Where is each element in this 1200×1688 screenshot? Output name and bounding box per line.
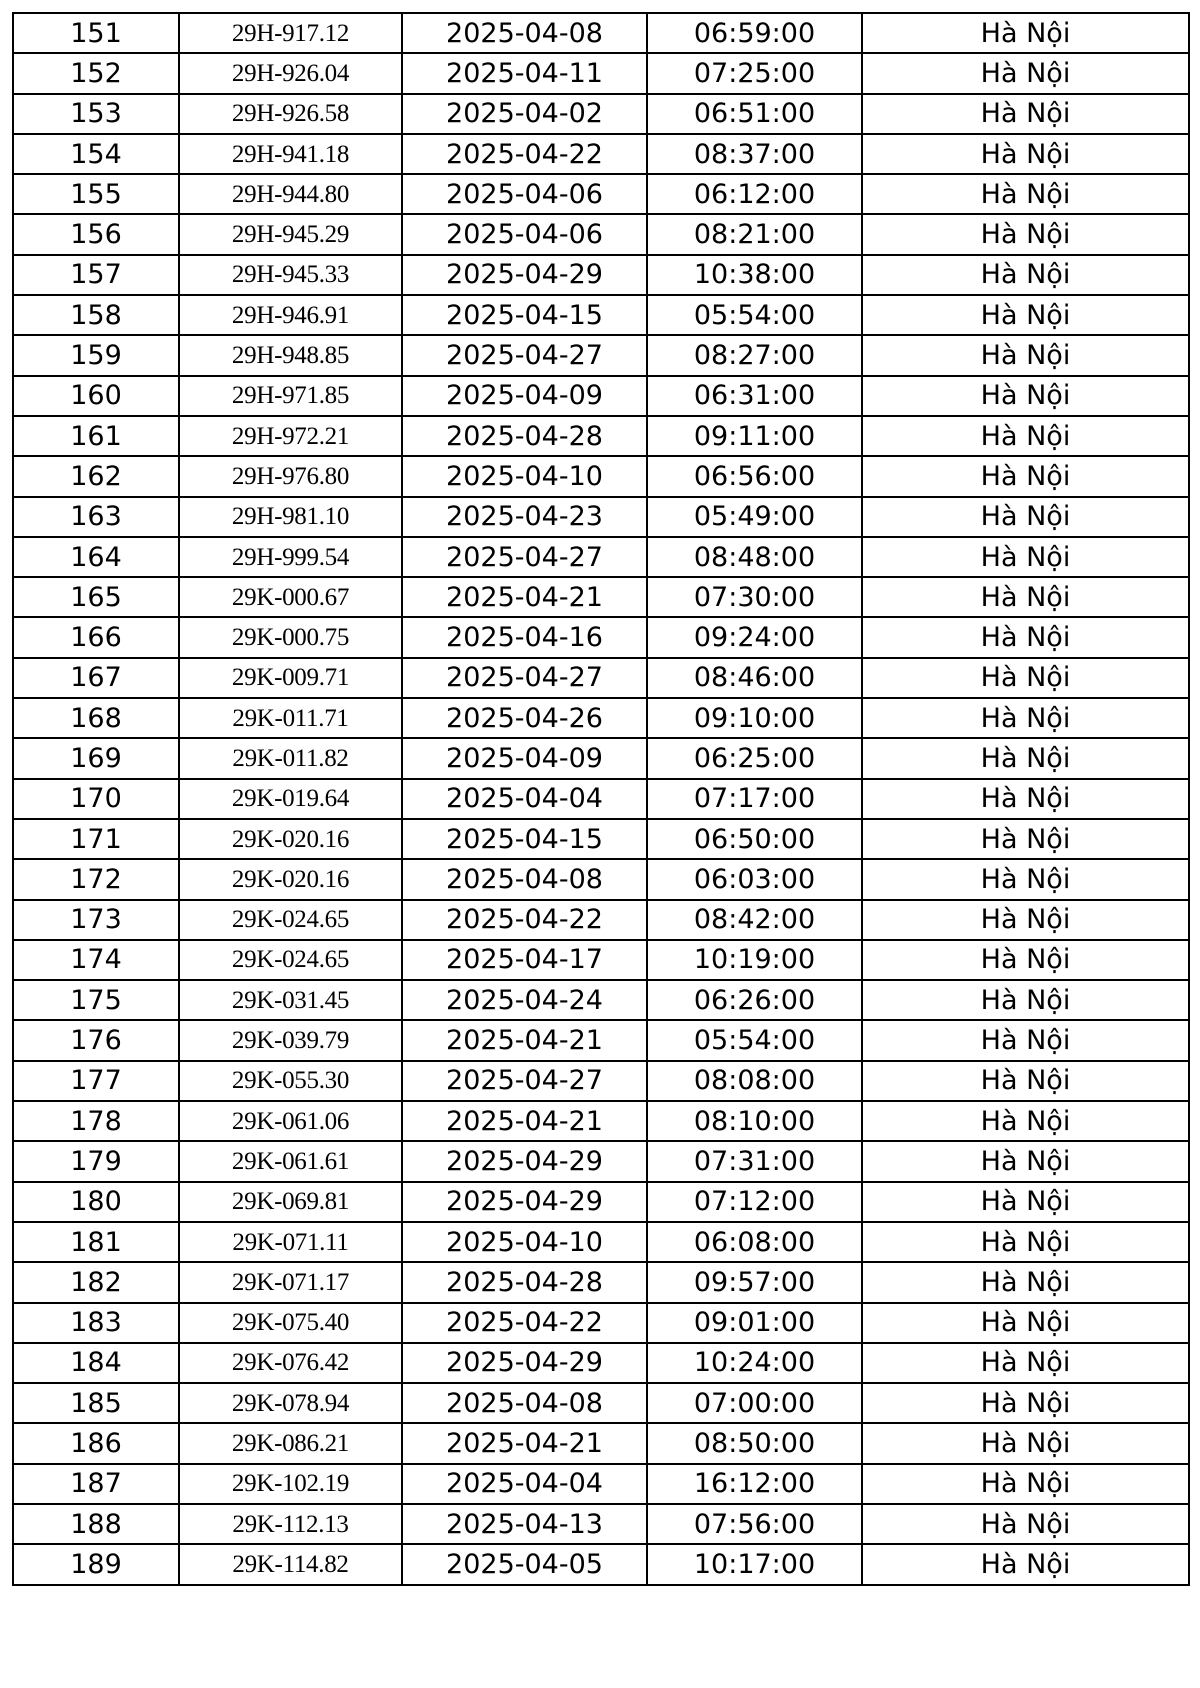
time-cell: 07:17:00 (647, 779, 862, 819)
license-plate-cell: 29K-020.16 (179, 859, 402, 899)
time-cell: 09:24:00 (647, 617, 862, 657)
time-cell: 08:46:00 (647, 658, 862, 698)
violations-table (12, 12, 1190, 1586)
location-cell: Hà Nội (862, 1464, 1189, 1504)
license-plate-cell: 29K-112.13 (179, 1504, 402, 1544)
row-number-cell: 160 (13, 376, 179, 416)
date-cell: 2025-04-22 (402, 134, 647, 174)
row-number-cell: 172 (13, 859, 179, 899)
row-number-cell: 176 (13, 1020, 179, 1060)
location-cell: Hà Nội (862, 658, 1189, 698)
row-number-cell: 184 (13, 1343, 179, 1383)
table-row (13, 859, 1189, 899)
table-row (13, 900, 1189, 940)
date-cell: 2025-04-26 (402, 698, 647, 738)
time-cell: 08:27:00 (647, 335, 862, 375)
location-cell: Hà Nội (862, 1101, 1189, 1141)
row-number-cell: 185 (13, 1383, 179, 1423)
row-number-cell: 174 (13, 940, 179, 980)
license-plate-cell: 29K-011.71 (179, 698, 402, 738)
table-row (13, 456, 1189, 496)
license-plate-cell: 29K-075.40 (179, 1303, 402, 1343)
time-cell: 09:10:00 (647, 698, 862, 738)
location-cell: Hà Nội (862, 1262, 1189, 1302)
date-cell: 2025-04-04 (402, 779, 647, 819)
row-number-cell: 181 (13, 1222, 179, 1262)
license-plate-cell: 29H-971.85 (179, 376, 402, 416)
license-plate-cell: 29H-999.54 (179, 537, 402, 577)
row-number-cell: 167 (13, 658, 179, 698)
license-plate-cell: 29K-024.65 (179, 940, 402, 980)
time-cell: 06:26:00 (647, 980, 862, 1020)
date-cell: 2025-04-21 (402, 1423, 647, 1463)
table-row (13, 1222, 1189, 1262)
license-plate-cell: 29K-078.94 (179, 1383, 402, 1423)
table-row (13, 940, 1189, 980)
location-cell: Hà Nội (862, 859, 1189, 899)
license-plate-cell: 29K-102.19 (179, 1464, 402, 1504)
license-plate-cell: 29K-031.45 (179, 980, 402, 1020)
time-cell: 06:50:00 (647, 819, 862, 859)
date-cell: 2025-04-21 (402, 577, 647, 617)
time-cell: 06:25:00 (647, 738, 862, 778)
row-number-cell: 162 (13, 456, 179, 496)
time-cell: 10:24:00 (647, 1343, 862, 1383)
license-plate-cell: 29H-926.04 (179, 53, 402, 93)
time-cell: 09:11:00 (647, 416, 862, 456)
row-number-cell: 157 (13, 255, 179, 295)
row-number-cell: 175 (13, 980, 179, 1020)
row-number-cell: 152 (13, 53, 179, 93)
date-cell: 2025-04-23 (402, 497, 647, 537)
table-row (13, 1141, 1189, 1181)
row-number-cell: 168 (13, 698, 179, 738)
row-number-cell: 188 (13, 1504, 179, 1544)
time-cell: 08:50:00 (647, 1423, 862, 1463)
location-cell: Hà Nội (862, 134, 1189, 174)
location-cell: Hà Nội (862, 1061, 1189, 1101)
location-cell: Hà Nội (862, 1343, 1189, 1383)
time-cell: 07:12:00 (647, 1182, 862, 1222)
table-row (13, 1101, 1189, 1141)
location-cell: Hà Nội (862, 416, 1189, 456)
table-row (13, 53, 1189, 93)
date-cell: 2025-04-24 (402, 980, 647, 1020)
row-number-cell: 183 (13, 1303, 179, 1343)
date-cell: 2025-04-28 (402, 1262, 647, 1302)
location-cell: Hà Nội (862, 537, 1189, 577)
row-number-cell: 182 (13, 1262, 179, 1302)
row-number-cell: 151 (13, 13, 179, 53)
time-cell: 09:01:00 (647, 1303, 862, 1343)
time-cell: 07:31:00 (647, 1141, 862, 1181)
location-cell: Hà Nội (862, 295, 1189, 335)
row-number-cell: 189 (13, 1544, 179, 1584)
table-row (13, 779, 1189, 819)
date-cell: 2025-04-04 (402, 1464, 647, 1504)
date-cell: 2025-04-16 (402, 617, 647, 657)
row-number-cell: 179 (13, 1141, 179, 1181)
row-number-cell: 186 (13, 1423, 179, 1463)
date-cell: 2025-04-06 (402, 214, 647, 254)
license-plate-cell: 29H-944.80 (179, 174, 402, 214)
license-plate-cell: 29H-948.85 (179, 335, 402, 375)
table-row (13, 416, 1189, 456)
date-cell: 2025-04-15 (402, 819, 647, 859)
time-cell: 16:12:00 (647, 1464, 862, 1504)
location-cell: Hà Nội (862, 617, 1189, 657)
table-row (13, 13, 1189, 53)
date-cell: 2025-04-15 (402, 295, 647, 335)
location-cell: Hà Nội (862, 1544, 1189, 1584)
time-cell: 10:38:00 (647, 255, 862, 295)
location-cell: Hà Nội (862, 13, 1189, 53)
time-cell: 07:56:00 (647, 1504, 862, 1544)
license-plate-cell: 29H-917.12 (179, 13, 402, 53)
table-row (13, 497, 1189, 537)
license-plate-cell: 29K-020.16 (179, 819, 402, 859)
table-row (13, 738, 1189, 778)
location-cell: Hà Nội (862, 1020, 1189, 1060)
location-cell: Hà Nội (862, 1141, 1189, 1181)
license-plate-cell: 29K-086.21 (179, 1423, 402, 1463)
row-number-cell: 177 (13, 1061, 179, 1101)
license-plate-cell: 29K-009.71 (179, 658, 402, 698)
date-cell: 2025-04-05 (402, 1544, 647, 1584)
table-row (13, 537, 1189, 577)
location-cell: Hà Nội (862, 335, 1189, 375)
date-cell: 2025-04-08 (402, 13, 647, 53)
row-number-cell: 171 (13, 819, 179, 859)
table-row (13, 295, 1189, 335)
time-cell: 06:08:00 (647, 1222, 862, 1262)
table-row (13, 980, 1189, 1020)
date-cell: 2025-04-29 (402, 1343, 647, 1383)
date-cell: 2025-04-22 (402, 1303, 647, 1343)
location-cell: Hà Nội (862, 779, 1189, 819)
license-plate-cell: 29H-976.80 (179, 456, 402, 496)
time-cell: 05:54:00 (647, 295, 862, 335)
time-cell: 06:12:00 (647, 174, 862, 214)
license-plate-cell: 29K-019.64 (179, 779, 402, 819)
time-cell: 06:31:00 (647, 376, 862, 416)
date-cell: 2025-04-02 (402, 94, 647, 134)
table-row (13, 1464, 1189, 1504)
table-row (13, 819, 1189, 859)
date-cell: 2025-04-17 (402, 940, 647, 980)
table-row (13, 1383, 1189, 1423)
table-row (13, 255, 1189, 295)
date-cell: 2025-04-27 (402, 335, 647, 375)
location-cell: Hà Nội (862, 255, 1189, 295)
table-row (13, 376, 1189, 416)
time-cell: 07:30:00 (647, 577, 862, 617)
date-cell: 2025-04-29 (402, 1141, 647, 1181)
row-number-cell: 165 (13, 577, 179, 617)
license-plate-cell: 29K-000.67 (179, 577, 402, 617)
license-plate-cell: 29K-024.65 (179, 900, 402, 940)
time-cell: 08:08:00 (647, 1061, 862, 1101)
table-row (13, 1504, 1189, 1544)
license-plate-cell: 29K-071.11 (179, 1222, 402, 1262)
table-row (13, 335, 1189, 375)
row-number-cell: 161 (13, 416, 179, 456)
time-cell: 05:49:00 (647, 497, 862, 537)
location-cell: Hà Nội (862, 456, 1189, 496)
time-cell: 08:42:00 (647, 900, 862, 940)
location-cell: Hà Nội (862, 53, 1189, 93)
location-cell: Hà Nội (862, 497, 1189, 537)
location-cell: Hà Nội (862, 214, 1189, 254)
time-cell: 08:37:00 (647, 134, 862, 174)
date-cell: 2025-04-21 (402, 1020, 647, 1060)
date-cell: 2025-04-29 (402, 255, 647, 295)
table-body (13, 13, 1189, 1585)
license-plate-cell: 29H-981.10 (179, 497, 402, 537)
location-cell: Hà Nội (862, 577, 1189, 617)
date-cell: 2025-04-09 (402, 738, 647, 778)
table-row (13, 1303, 1189, 1343)
date-cell: 2025-04-13 (402, 1504, 647, 1544)
time-cell: 10:19:00 (647, 940, 862, 980)
time-cell: 06:56:00 (647, 456, 862, 496)
date-cell: 2025-04-10 (402, 1222, 647, 1262)
row-number-cell: 155 (13, 174, 179, 214)
row-number-cell: 159 (13, 335, 179, 375)
row-number-cell: 156 (13, 214, 179, 254)
date-cell: 2025-04-06 (402, 174, 647, 214)
location-cell: Hà Nội (862, 1423, 1189, 1463)
license-plate-cell: 29K-061.06 (179, 1101, 402, 1141)
time-cell: 05:54:00 (647, 1020, 862, 1060)
row-number-cell: 164 (13, 537, 179, 577)
row-number-cell: 170 (13, 779, 179, 819)
row-number-cell: 187 (13, 1464, 179, 1504)
location-cell: Hà Nội (862, 1303, 1189, 1343)
license-plate-cell: 29K-071.17 (179, 1262, 402, 1302)
time-cell: 07:00:00 (647, 1383, 862, 1423)
license-plate-cell: 29K-011.82 (179, 738, 402, 778)
location-cell: Hà Nội (862, 376, 1189, 416)
license-plate-cell: 29H-941.18 (179, 134, 402, 174)
location-cell: Hà Nội (862, 1504, 1189, 1544)
table-row (13, 658, 1189, 698)
row-number-cell: 158 (13, 295, 179, 335)
row-number-cell: 153 (13, 94, 179, 134)
date-cell: 2025-04-29 (402, 1182, 647, 1222)
location-cell: Hà Nội (862, 1222, 1189, 1262)
row-number-cell: 154 (13, 134, 179, 174)
time-cell: 08:21:00 (647, 214, 862, 254)
table-row (13, 1061, 1189, 1101)
table-row (13, 1423, 1189, 1463)
time-cell: 06:59:00 (647, 13, 862, 53)
table-row (13, 1182, 1189, 1222)
location-cell: Hà Nội (862, 980, 1189, 1020)
table-row (13, 617, 1189, 657)
location-cell: Hà Nội (862, 819, 1189, 859)
table-row (13, 1343, 1189, 1383)
time-cell: 09:57:00 (647, 1262, 862, 1302)
date-cell: 2025-04-27 (402, 1061, 647, 1101)
date-cell: 2025-04-27 (402, 537, 647, 577)
license-plate-cell: 29K-114.82 (179, 1544, 402, 1584)
table-row (13, 698, 1189, 738)
license-plate-cell: 29H-946.91 (179, 295, 402, 335)
date-cell: 2025-04-09 (402, 376, 647, 416)
license-plate-cell: 29K-076.42 (179, 1343, 402, 1383)
table-row (13, 1020, 1189, 1060)
table-row (13, 214, 1189, 254)
time-cell: 07:25:00 (647, 53, 862, 93)
time-cell: 06:03:00 (647, 859, 862, 899)
location-cell: Hà Nội (862, 698, 1189, 738)
license-plate-cell: 29K-000.75 (179, 617, 402, 657)
table-row (13, 1262, 1189, 1302)
table-row (13, 1544, 1189, 1584)
time-cell: 06:51:00 (647, 94, 862, 134)
location-cell: Hà Nội (862, 1182, 1189, 1222)
table-row (13, 134, 1189, 174)
location-cell: Hà Nội (862, 94, 1189, 134)
license-plate-cell: 29K-061.61 (179, 1141, 402, 1181)
table-row (13, 577, 1189, 617)
date-cell: 2025-04-21 (402, 1101, 647, 1141)
date-cell: 2025-04-11 (402, 53, 647, 93)
license-plate-cell: 29H-926.58 (179, 94, 402, 134)
location-cell: Hà Nội (862, 900, 1189, 940)
license-plate-cell: 29H-972.21 (179, 416, 402, 456)
date-cell: 2025-04-08 (402, 859, 647, 899)
license-plate-cell: 29K-039.79 (179, 1020, 402, 1060)
date-cell: 2025-04-08 (402, 1383, 647, 1423)
row-number-cell: 166 (13, 617, 179, 657)
time-cell: 08:48:00 (647, 537, 862, 577)
row-number-cell: 163 (13, 497, 179, 537)
location-cell: Hà Nội (862, 174, 1189, 214)
location-cell: Hà Nội (862, 940, 1189, 980)
date-cell: 2025-04-22 (402, 900, 647, 940)
location-cell: Hà Nội (862, 1383, 1189, 1423)
license-plate-cell: 29H-945.33 (179, 255, 402, 295)
license-plate-cell: 29H-945.29 (179, 214, 402, 254)
license-plate-cell: 29K-055.30 (179, 1061, 402, 1101)
license-plate-cell: 29K-069.81 (179, 1182, 402, 1222)
time-cell: 10:17:00 (647, 1544, 862, 1584)
row-number-cell: 180 (13, 1182, 179, 1222)
date-cell: 2025-04-10 (402, 456, 647, 496)
row-number-cell: 173 (13, 900, 179, 940)
row-number-cell: 178 (13, 1101, 179, 1141)
date-cell: 2025-04-27 (402, 658, 647, 698)
time-cell: 08:10:00 (647, 1101, 862, 1141)
date-cell: 2025-04-28 (402, 416, 647, 456)
row-number-cell: 169 (13, 738, 179, 778)
table-row (13, 94, 1189, 134)
location-cell: Hà Nội (862, 738, 1189, 778)
table-row (13, 174, 1189, 214)
